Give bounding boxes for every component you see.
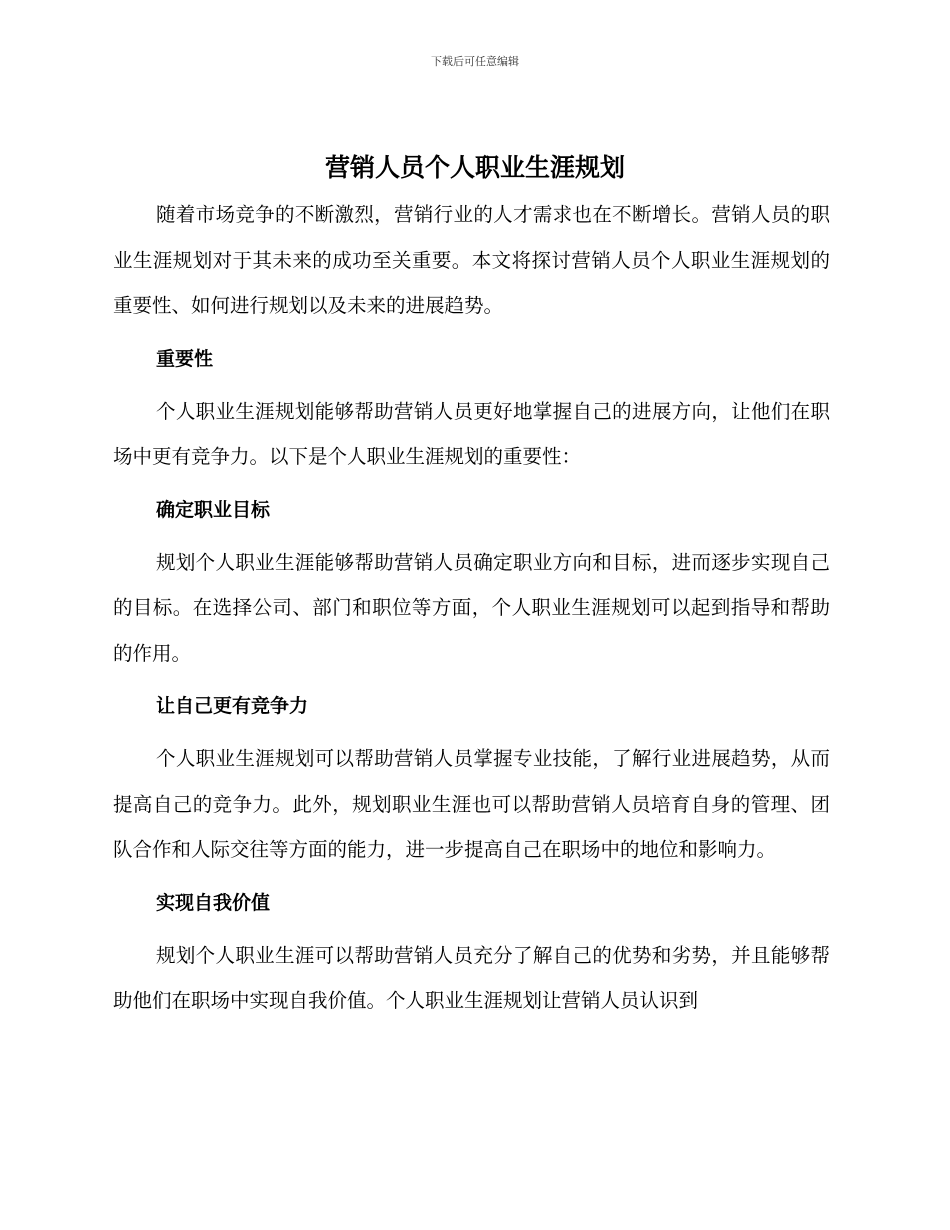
document-title: 营销人员个人职业生涯规划 xyxy=(324,153,625,182)
section-heading-career-goals: 确定职业目标 xyxy=(156,498,271,521)
section-paragraph-importance: 个人职业生涯规划能够帮助营销人员更好地掌握自己的进展方向，让他们在职场中更有竞争力。以下是个人职业生涯规划的重要性： xyxy=(113,399,830,468)
section-heading-importance: 重要性 xyxy=(156,347,214,370)
document-body xyxy=(113,192,830,1024)
section-paragraph-career-goals: 规划个人职业生涯能够帮助营销人员确定职业方向和目标，进而逐步实现自己的目标。在选择公司、部门和职位等方面，个人职业生涯规划可以起到指导和帮助的作用。 xyxy=(113,550,830,665)
section-paragraph-self-value: 规划个人职业生涯可以帮助营销人员充分了解自己的优势和劣势，并且能够帮助他们在职场中实现自我价值。个人职业生涯规划让营销人员认识到 xyxy=(113,943,830,1012)
section-heading-competitiveness: 让自己更有竞争力 xyxy=(156,695,309,717)
section-paragraph-competitiveness: 个人职业生涯规划可以帮助营销人员掌握专业技能，了解行业进展趋势，从而提高自己的竞争力。此外，规划职业生涯也可以帮助营销人员培育自身的管理、团队合作和人际交往等方面的能力，进一步提高自己在职场中的地位和影响力。 xyxy=(113,747,830,861)
intro-paragraph: 随着市场竞争的不断激烈，营销行业的人才需求也在不断增长。营销人员的职业生涯规划对于其未来的成功至关重要。本文将探讨营销人员个人职业生涯规划的重要性、如何进行规划以及未来的进展趋势。 xyxy=(113,203,830,317)
section-heading-self-value: 实现自我价值 xyxy=(156,891,271,914)
page-header-note: 下载后可任意编辑 xyxy=(431,55,519,68)
